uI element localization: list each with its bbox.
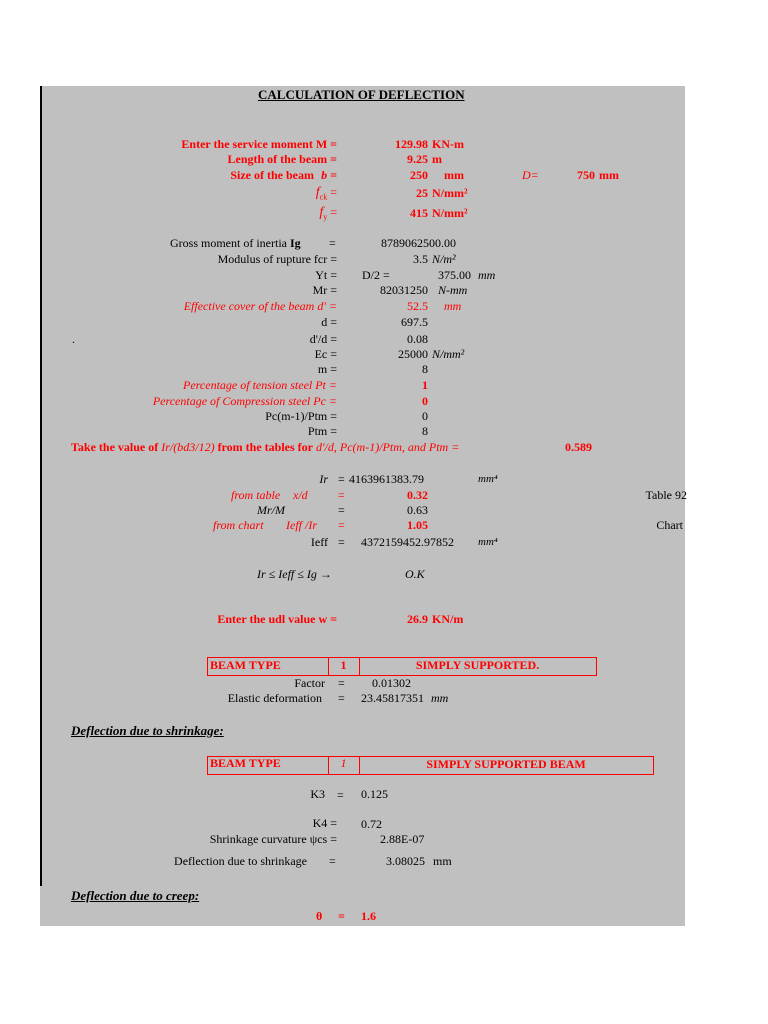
k4-value: 0.72 bbox=[361, 817, 382, 831]
fy-equals: = bbox=[330, 205, 337, 219]
creep-coefficient-symbol: θ bbox=[316, 909, 323, 923]
mr-label: Mr = bbox=[312, 283, 337, 297]
tension-steel-label: Percentage of tension steel Pt = bbox=[183, 378, 337, 392]
yt-label: Yt = bbox=[315, 268, 337, 282]
ir-equals: = bbox=[338, 472, 345, 486]
ieff-unit: mm⁴ bbox=[478, 536, 498, 548]
fy-symbol: f bbox=[319, 205, 324, 220]
xd-label: x/d bbox=[293, 488, 308, 502]
rupture-modulus-unit: N/m² bbox=[432, 252, 456, 266]
creep-coefficient-equals: = bbox=[338, 909, 345, 923]
modular-ratio-label: m = bbox=[317, 362, 337, 376]
fy-subscript: y bbox=[323, 212, 328, 222]
beam-size-symbol: b = bbox=[321, 168, 337, 182]
tension-steel-value[interactable]: 1 bbox=[422, 378, 428, 392]
effective-depth-label: d = bbox=[321, 315, 337, 329]
beam-length-unit: m bbox=[432, 152, 442, 166]
elastic-deformation-unit: mm bbox=[431, 691, 449, 705]
ieff-equals: = bbox=[338, 535, 345, 549]
table-lookup-middle: from the tables for bbox=[217, 440, 313, 454]
service-moment-value[interactable]: 129.98 bbox=[395, 137, 428, 151]
service-moment-unit: KN-m bbox=[432, 137, 464, 151]
stray-dot: . bbox=[72, 332, 75, 346]
beam-type-number[interactable]: 1 bbox=[340, 658, 347, 672]
fck-subscript: ck bbox=[319, 192, 328, 202]
beam-size-label: Size of the beam bbox=[230, 168, 314, 182]
gross-inertia-value: 8789062500.00 bbox=[381, 236, 456, 250]
shrinkage-deflection-label: Deflection due to shrinkage bbox=[174, 854, 307, 868]
table-lookup-prefix: Take the value of bbox=[71, 440, 159, 454]
ir-value: 4163961383.79 bbox=[349, 472, 424, 486]
pcm-ratio-label: Pc(m-1)/Ptm = bbox=[265, 409, 337, 423]
xd-source: from table bbox=[231, 488, 281, 502]
elastic-deformation-label: Elastic deformation bbox=[227, 691, 322, 705]
table-lookup-value[interactable]: 0.589 bbox=[565, 440, 592, 454]
gross-inertia-symbol: Ig bbox=[289, 236, 301, 250]
effective-cover-label: Effective cover of the beam d' = bbox=[183, 299, 337, 313]
ieff-ratio-source: from chart bbox=[213, 518, 264, 532]
elastic-deformation-value: 23.45817351 bbox=[361, 691, 424, 705]
shrinkage-beam-type-number[interactable]: 1 bbox=[340, 756, 347, 770]
gross-inertia-label bbox=[170, 236, 301, 250]
fck-label bbox=[316, 185, 337, 204]
ieff-ratio-label: Ieff /Ir bbox=[286, 518, 317, 532]
mr-m-equals: = bbox=[338, 503, 345, 517]
cover-ratio-value: 0.08 bbox=[407, 332, 428, 346]
factor-equals: = bbox=[338, 676, 345, 690]
xd-equals: = bbox=[338, 488, 345, 502]
yt-unit: mm bbox=[478, 268, 496, 282]
fy-value[interactable]: 415 bbox=[410, 206, 428, 220]
ir-label: Ir bbox=[319, 472, 328, 486]
k4-label: K4 = bbox=[312, 816, 337, 830]
beam-width-value[interactable]: 250 bbox=[410, 168, 428, 182]
ec-unit: N/mm² bbox=[432, 347, 465, 361]
shrinkage-heading: Deflection due to shrinkage: bbox=[71, 723, 224, 738]
factor-value: 0.01302 bbox=[372, 676, 411, 690]
beam-length-label: Length of the beam = bbox=[227, 152, 337, 166]
left-border bbox=[40, 86, 42, 886]
xd-value[interactable]: 0.32 bbox=[407, 488, 428, 502]
table-lookup-instruction bbox=[71, 440, 459, 454]
compression-steel-label: Percentage of Compression steel Pc = bbox=[152, 394, 337, 408]
yt-expression: D/2 = bbox=[362, 268, 390, 282]
ec-value: 25000 bbox=[398, 347, 428, 361]
shrinkage-curvature-label: Shrinkage curvature ψcs = bbox=[209, 832, 337, 846]
depth-unit: mm bbox=[599, 168, 619, 182]
ptm-value: 8 bbox=[422, 424, 428, 438]
ieff-value: 4372159452.97852 bbox=[361, 535, 454, 549]
depth-value[interactable]: 750 bbox=[577, 168, 595, 182]
k3-label: K3 bbox=[310, 787, 325, 801]
shrinkage-deflection-unit: mm bbox=[433, 854, 452, 868]
udl-value[interactable]: 26.9 bbox=[407, 612, 428, 626]
mr-m-label: Mr/M bbox=[257, 503, 285, 517]
fck-value[interactable]: 25 bbox=[416, 186, 428, 200]
service-moment-label: Enter the service moment M = bbox=[181, 137, 337, 151]
mr-value: 82031250 bbox=[380, 283, 428, 297]
pcm-ratio-value: 0 bbox=[422, 409, 428, 423]
fck-symbol: f bbox=[315, 185, 320, 200]
xd-table-reference: Table 92 bbox=[645, 488, 687, 502]
beam-type-name: SIMPLY SUPPORTED. bbox=[415, 658, 540, 672]
shrinkage-beam-type-name: SIMPLY SUPPORTED BEAM bbox=[426, 757, 586, 771]
rupture-modulus-label: Modulus of rupture fcr = bbox=[217, 252, 337, 266]
shrinkage-curvature-value: 2.88E-07 bbox=[380, 832, 425, 846]
shrinkage-deflection-equals: = bbox=[329, 854, 336, 868]
modular-ratio-value: 8 bbox=[422, 362, 428, 376]
beam-width-unit: mm bbox=[444, 168, 464, 182]
fck-unit: N/mm² bbox=[432, 186, 468, 200]
udl-label: Enter the udl value w = bbox=[217, 612, 337, 626]
fy-unit: N/mm² bbox=[432, 206, 468, 220]
shrinkage-beam-type-label: BEAM TYPE bbox=[210, 756, 281, 770]
k3-equals: = bbox=[337, 788, 344, 802]
ieff-ratio-value[interactable]: 1.05 bbox=[407, 518, 428, 532]
fck-equals: = bbox=[330, 185, 337, 199]
yt-value: 375.00 bbox=[438, 268, 471, 282]
ieff-label: Ieff bbox=[310, 535, 328, 549]
inertia-check-expression: Ir ≤ Ieff ≤ Ig → bbox=[257, 567, 332, 581]
k3-value: 0.125 bbox=[361, 787, 388, 801]
creep-heading: Deflection due to creep: bbox=[71, 888, 200, 903]
effective-cover-unit: mm bbox=[444, 299, 462, 313]
mr-m-value: 0.63 bbox=[407, 503, 428, 517]
inertia-check-result: O.K bbox=[405, 567, 425, 581]
depth-label: D= bbox=[522, 168, 539, 182]
mr-unit: N-mm bbox=[438, 283, 468, 297]
page-title: CALCULATION OF DEFLECTION bbox=[258, 87, 465, 102]
table-lookup-variables: d'/d, Pc(m-1)/Ptm, and Ptm = bbox=[315, 440, 460, 454]
creep-coefficient-value[interactable]: 1.6 bbox=[361, 909, 376, 923]
factor-label: Factor bbox=[294, 676, 325, 690]
compression-steel-value[interactable]: 0 bbox=[422, 394, 428, 408]
gross-inertia-text: Gross moment of inertia bbox=[170, 236, 287, 250]
table-lookup-expression: Ir/(bd3/12) bbox=[161, 440, 215, 454]
beam-length-value[interactable]: 9.25 bbox=[407, 152, 428, 166]
ieff-chart-reference: Chart bbox=[656, 518, 683, 532]
ptm-label: Ptm = bbox=[307, 424, 337, 438]
gross-inertia-equals: = bbox=[329, 236, 336, 250]
rupture-modulus-value: 3.5 bbox=[413, 252, 428, 266]
ieff-ratio-equals: = bbox=[338, 518, 345, 532]
shrinkage-deflection-value: 3.08025 bbox=[386, 854, 425, 868]
beam-type-label: BEAM TYPE bbox=[210, 658, 281, 672]
ec-label: Ec = bbox=[314, 347, 337, 361]
udl-unit: KN/m bbox=[432, 612, 464, 626]
effective-cover-value[interactable]: 52.5 bbox=[407, 299, 428, 313]
elastic-deformation-equals: = bbox=[338, 691, 345, 705]
effective-depth-value: 697.5 bbox=[401, 315, 428, 329]
cover-ratio-label: d'/d = bbox=[309, 332, 337, 346]
fy-label bbox=[319, 205, 337, 224]
ir-unit: mm⁴ bbox=[478, 473, 498, 485]
